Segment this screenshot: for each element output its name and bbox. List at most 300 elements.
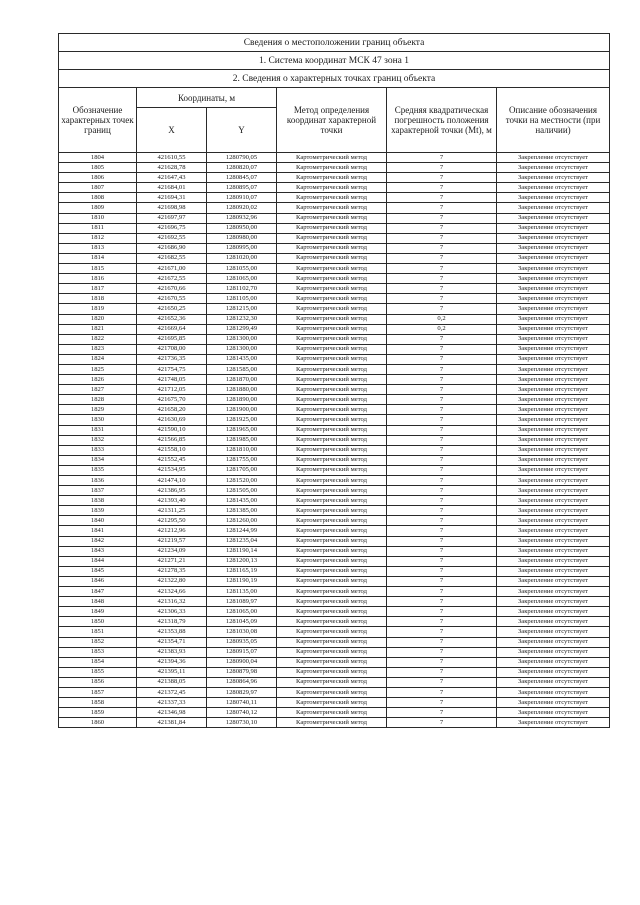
point-number-cell: 1805 <box>59 163 137 173</box>
error-cell: 7 <box>387 587 497 597</box>
method-cell: Картометрический метод <box>277 435 387 445</box>
x-coordinate-cell: 421318,79 <box>137 617 207 627</box>
point-number-cell: 1849 <box>59 607 137 617</box>
x-coordinate-cell: 421686,90 <box>137 243 207 253</box>
x-coordinate-cell: 421337,33 <box>137 698 207 708</box>
table-row <box>59 163 610 173</box>
y-coordinate-cell: 1281385,00 <box>207 506 277 516</box>
table-row <box>59 476 610 486</box>
table-row <box>59 587 610 597</box>
point-number-cell: 1845 <box>59 566 137 576</box>
table-row <box>59 445 610 455</box>
y-coordinate-cell: 1281165,19 <box>207 566 277 576</box>
x-coordinate-cell: 421306,33 <box>137 607 207 617</box>
method-cell: Картометрический метод <box>277 395 387 405</box>
method-cell: Картометрический метод <box>277 203 387 213</box>
table-row <box>59 617 610 627</box>
x-coordinate-cell: 421381,84 <box>137 718 207 728</box>
description-cell: Закрепление отсутствует <box>497 566 610 576</box>
x-coordinate-cell: 421684,01 <box>137 183 207 193</box>
point-number-cell: 1838 <box>59 496 137 506</box>
y-coordinate-cell: 1281030,08 <box>207 627 277 637</box>
description-cell: Закрепление отсутствует <box>497 647 610 657</box>
description-cell: Закрепление отсутствует <box>497 506 610 516</box>
point-number-cell: 1856 <box>59 677 137 687</box>
point-number-cell: 1850 <box>59 617 137 627</box>
method-cell: Картометрический метод <box>277 637 387 647</box>
error-cell: 7 <box>387 385 497 395</box>
description-cell: Закрепление отсутствует <box>497 395 610 405</box>
x-coordinate-cell: 421324,66 <box>137 587 207 597</box>
table-row <box>59 576 610 586</box>
method-cell: Картометрический метод <box>277 708 387 718</box>
error-cell: 7 <box>387 617 497 627</box>
method-cell: Картометрический метод <box>277 274 387 284</box>
description-cell: Закрепление отсутствует <box>497 344 610 354</box>
error-cell: 7 <box>387 566 497 576</box>
description-cell: Закрепление отсутствует <box>497 576 610 586</box>
point-number-cell: 1859 <box>59 708 137 718</box>
x-coordinate-cell: 421322,80 <box>137 576 207 586</box>
description-cell: Закрепление отсутствует <box>497 213 610 223</box>
point-number-cell: 1819 <box>59 304 137 314</box>
method-cell: Картометрический метод <box>277 233 387 243</box>
point-number-cell: 1827 <box>59 385 137 395</box>
method-cell: Картометрический метод <box>277 375 387 385</box>
y-coordinate-cell: 1281260,00 <box>207 516 277 526</box>
y-coordinate-cell: 1280920,02 <box>207 203 277 213</box>
x-coordinate-cell: 421658,20 <box>137 405 207 415</box>
error-cell: 7 <box>387 364 497 374</box>
method-cell: Картометрический метод <box>277 455 387 465</box>
error-cell: 7 <box>387 153 497 163</box>
table-row <box>59 354 610 364</box>
y-coordinate-cell: 1281890,00 <box>207 395 277 405</box>
table-row <box>59 496 610 506</box>
error-cell: 7 <box>387 203 497 213</box>
error-cell: 7 <box>387 223 497 233</box>
method-cell: Картометрический метод <box>277 607 387 617</box>
method-cell: Картометрический метод <box>277 667 387 677</box>
x-coordinate-cell: 421698,98 <box>137 203 207 213</box>
table-row <box>59 708 610 718</box>
table-row <box>59 637 610 647</box>
description-cell: Закрепление отсутствует <box>497 364 610 374</box>
table-row <box>59 597 610 607</box>
table-row <box>59 274 610 284</box>
point-number-cell: 1847 <box>59 587 137 597</box>
y-coordinate-cell: 1281300,00 <box>207 334 277 344</box>
x-coordinate-cell: 421354,71 <box>137 637 207 647</box>
y-coordinate-cell: 1281065,00 <box>207 607 277 617</box>
x-coordinate-cell: 421278,35 <box>137 566 207 576</box>
method-cell: Картометрический метод <box>277 597 387 607</box>
x-coordinate-cell: 421558,10 <box>137 445 207 455</box>
error-cell: 7 <box>387 516 497 526</box>
table-row <box>59 506 610 516</box>
point-number-cell: 1828 <box>59 395 137 405</box>
error-cell: 7 <box>387 334 497 344</box>
x-coordinate-cell: 421682,55 <box>137 253 207 263</box>
method-cell: Картометрический метод <box>277 506 387 516</box>
point-number-cell: 1815 <box>59 264 137 274</box>
boundary-points-table <box>58 33 610 728</box>
description-cell: Закрепление отсутствует <box>497 465 610 475</box>
error-cell: 7 <box>387 597 497 607</box>
y-coordinate-cell: 1280932,96 <box>207 213 277 223</box>
point-number-cell: 1806 <box>59 173 137 183</box>
description-cell: Закрепление отсутствует <box>497 405 610 415</box>
method-cell: Картометрический метод <box>277 385 387 395</box>
description-cell: Закрепление отсутствует <box>497 667 610 677</box>
description-cell: Закрепление отсутствует <box>497 516 610 526</box>
description-cell: Закрепление отсутствует <box>497 455 610 465</box>
error-cell: 7 <box>387 556 497 566</box>
y-coordinate-cell: 1280829,97 <box>207 687 277 697</box>
description-cell: Закрепление отсутствует <box>497 536 610 546</box>
point-number-cell: 1824 <box>59 354 137 364</box>
description-cell: Закрепление отсутствует <box>497 375 610 385</box>
table-row <box>59 677 610 687</box>
point-number-cell: 1831 <box>59 425 137 435</box>
description-cell: Закрепление отсутствует <box>497 415 610 425</box>
description-cell: Закрепление отсутствует <box>497 597 610 607</box>
method-cell: Картометрический метод <box>277 183 387 193</box>
method-cell: Картометрический метод <box>277 173 387 183</box>
table-row <box>59 647 610 657</box>
table-row <box>59 253 610 263</box>
y-coordinate-cell: 1281200,13 <box>207 556 277 566</box>
x-coordinate-cell: 421692,55 <box>137 233 207 243</box>
method-cell: Картометрический метод <box>277 405 387 415</box>
error-cell: 0,2 <box>387 314 497 324</box>
x-coordinate-cell: 421271,21 <box>137 556 207 566</box>
method-cell: Картометрический метод <box>277 687 387 697</box>
point-number-cell: 1837 <box>59 486 137 496</box>
method-cell: Картометрический метод <box>277 153 387 163</box>
method-cell: Картометрический метод <box>277 587 387 597</box>
method-cell: Картометрический метод <box>277 253 387 263</box>
error-cell: 7 <box>387 687 497 697</box>
method-cell: Картометрический метод <box>277 566 387 576</box>
description-cell: Закрепление отсутствует <box>497 324 610 334</box>
error-cell: 7 <box>387 465 497 475</box>
error-cell: 7 <box>387 698 497 708</box>
x-coordinate-cell: 421628,78 <box>137 163 207 173</box>
description-cell: Закрепление отсутствует <box>497 496 610 506</box>
x-coordinate-cell: 421219,57 <box>137 536 207 546</box>
description-cell: Закрепление отсутствует <box>497 274 610 284</box>
method-cell: Картометрический метод <box>277 163 387 173</box>
method-cell: Картометрический метод <box>277 576 387 586</box>
point-number-cell: 1852 <box>59 637 137 647</box>
method-cell: Картометрический метод <box>277 294 387 304</box>
y-coordinate-cell: 1281065,00 <box>207 274 277 284</box>
x-coordinate-cell: 421386,95 <box>137 486 207 496</box>
table-row <box>59 415 610 425</box>
x-coordinate-cell: 421652,36 <box>137 314 207 324</box>
error-cell: 7 <box>387 445 497 455</box>
table-row <box>59 375 610 385</box>
y-coordinate-cell: 1281985,00 <box>207 435 277 445</box>
table-row <box>59 284 610 294</box>
error-cell: 7 <box>387 405 497 415</box>
y-coordinate-cell: 1281244,99 <box>207 526 277 536</box>
table-row <box>59 566 610 576</box>
table-row <box>59 698 610 708</box>
description-cell: Закрепление отсутствует <box>497 546 610 556</box>
method-cell: Картометрический метод <box>277 344 387 354</box>
point-number-cell: 1822 <box>59 334 137 344</box>
table-row <box>59 324 610 334</box>
y-coordinate-cell: 1281105,00 <box>207 294 277 304</box>
description-cell: Закрепление отсутствует <box>497 556 610 566</box>
x-coordinate-cell: 421675,70 <box>137 395 207 405</box>
point-number-cell: 1808 <box>59 193 137 203</box>
description-cell: Закрепление отсутствует <box>497 425 610 435</box>
table-row <box>59 243 610 253</box>
header-coordinates: Координаты, м <box>137 88 277 108</box>
point-number-cell: 1851 <box>59 627 137 637</box>
table-row <box>59 486 610 496</box>
error-cell: 7 <box>387 375 497 385</box>
description-cell: Закрепление отсутствует <box>497 203 610 213</box>
method-cell: Картометрический метод <box>277 193 387 203</box>
y-coordinate-cell: 1280864,96 <box>207 677 277 687</box>
point-number-cell: 1848 <box>59 597 137 607</box>
method-cell: Картометрический метод <box>277 445 387 455</box>
error-cell: 7 <box>387 718 497 728</box>
method-cell: Картометрический метод <box>277 243 387 253</box>
description-cell: Закрепление отсутствует <box>497 253 610 263</box>
description-cell: Закрепление отсутствует <box>497 264 610 274</box>
point-number-cell: 1836 <box>59 476 137 486</box>
x-coordinate-cell: 421697,97 <box>137 213 207 223</box>
method-cell: Картометрический метод <box>277 526 387 536</box>
method-cell: Картометрический метод <box>277 465 387 475</box>
y-coordinate-cell: 1281235,04 <box>207 536 277 546</box>
table-row <box>59 546 610 556</box>
section-title: 2. Сведения о характерных точках границ объекта <box>59 70 610 88</box>
error-cell: 7 <box>387 536 497 546</box>
x-coordinate-cell: 421694,31 <box>137 193 207 203</box>
error-cell: 7 <box>387 677 497 687</box>
y-coordinate-cell: 1281520,00 <box>207 476 277 486</box>
description-cell: Закрепление отсутствует <box>497 445 610 455</box>
table-row <box>59 153 610 163</box>
description-cell: Закрепление отсутствует <box>497 657 610 667</box>
description-cell: Закрепление отсутствует <box>497 334 610 344</box>
description-cell: Закрепление отсутствует <box>497 173 610 183</box>
x-coordinate-cell: 421630,69 <box>137 415 207 425</box>
x-coordinate-cell: 421346,98 <box>137 708 207 718</box>
method-cell: Картометрический метод <box>277 546 387 556</box>
x-coordinate-cell: 421316,32 <box>137 597 207 607</box>
point-number-cell: 1829 <box>59 405 137 415</box>
table-row <box>59 183 610 193</box>
y-coordinate-cell: 1280730,10 <box>207 718 277 728</box>
x-coordinate-cell: 421736,35 <box>137 354 207 364</box>
y-coordinate-cell: 1280895,07 <box>207 183 277 193</box>
error-cell: 7 <box>387 657 497 667</box>
error-cell: 7 <box>387 294 497 304</box>
y-coordinate-cell: 1281045,09 <box>207 617 277 627</box>
y-coordinate-cell: 1281299,49 <box>207 324 277 334</box>
y-coordinate-cell: 1281102,70 <box>207 284 277 294</box>
description-cell: Закрепление отсутствует <box>497 627 610 637</box>
error-cell: 7 <box>387 253 497 263</box>
point-number-cell: 1844 <box>59 556 137 566</box>
description-cell: Закрепление отсутствует <box>497 193 610 203</box>
y-coordinate-cell: 1280790,05 <box>207 153 277 163</box>
method-cell: Картометрический метод <box>277 677 387 687</box>
table-row <box>59 516 610 526</box>
method-cell: Картометрический метод <box>277 425 387 435</box>
point-number-cell: 1833 <box>59 445 137 455</box>
y-coordinate-cell: 1281089,97 <box>207 597 277 607</box>
point-number-cell: 1839 <box>59 506 137 516</box>
table-row <box>59 385 610 395</box>
description-cell: Закрепление отсутствует <box>497 677 610 687</box>
x-coordinate-cell: 421383,93 <box>137 647 207 657</box>
y-coordinate-cell: 1280845,07 <box>207 173 277 183</box>
error-cell: 7 <box>387 173 497 183</box>
description-cell: Закрепление отсутствует <box>497 153 610 163</box>
table-row <box>59 536 610 546</box>
y-coordinate-cell: 1280995,00 <box>207 243 277 253</box>
x-coordinate-cell: 421552,45 <box>137 455 207 465</box>
point-number-cell: 1804 <box>59 153 137 163</box>
point-number-cell: 1835 <box>59 465 137 475</box>
point-number-cell: 1855 <box>59 667 137 677</box>
table-row <box>59 405 610 415</box>
method-cell: Картометрический метод <box>277 314 387 324</box>
error-cell: 7 <box>387 274 497 284</box>
y-coordinate-cell: 1281020,00 <box>207 253 277 263</box>
point-number-cell: 1826 <box>59 375 137 385</box>
error-cell: 7 <box>387 607 497 617</box>
point-number-cell: 1818 <box>59 294 137 304</box>
x-coordinate-cell: 421696,75 <box>137 223 207 233</box>
method-cell: Картометрический метод <box>277 223 387 233</box>
method-cell: Картометрический метод <box>277 496 387 506</box>
error-cell: 7 <box>387 344 497 354</box>
method-cell: Картометрический метод <box>277 284 387 294</box>
point-number-cell: 1853 <box>59 647 137 657</box>
point-number-cell: 1823 <box>59 344 137 354</box>
x-coordinate-cell: 421212,96 <box>137 526 207 536</box>
table-row <box>59 657 610 667</box>
description-cell: Закрепление отсутствует <box>497 314 610 324</box>
point-number-cell: 1841 <box>59 526 137 536</box>
table-row <box>59 455 610 465</box>
y-coordinate-cell: 1281900,00 <box>207 405 277 415</box>
description-cell: Закрепление отсутствует <box>497 698 610 708</box>
y-coordinate-cell: 1280740,12 <box>207 708 277 718</box>
table-row <box>59 465 610 475</box>
point-number-cell: 1813 <box>59 243 137 253</box>
x-coordinate-cell: 421566,85 <box>137 435 207 445</box>
error-cell: 0,2 <box>387 324 497 334</box>
method-cell: Картометрический метод <box>277 334 387 344</box>
header-x: X <box>137 108 207 153</box>
description-cell: Закрепление отсутствует <box>497 233 610 243</box>
y-coordinate-cell: 1280980,00 <box>207 233 277 243</box>
x-coordinate-cell: 421610,55 <box>137 153 207 163</box>
description-cell: Закрепление отсутствует <box>497 687 610 697</box>
description-cell: Закрепление отсутствует <box>497 708 610 718</box>
method-cell: Картометрический метод <box>277 617 387 627</box>
error-cell: 7 <box>387 264 497 274</box>
header-y: Y <box>207 108 277 153</box>
y-coordinate-cell: 1281880,00 <box>207 385 277 395</box>
x-coordinate-cell: 421311,25 <box>137 506 207 516</box>
error-cell: 7 <box>387 435 497 445</box>
method-cell: Картометрический метод <box>277 354 387 364</box>
point-number-cell: 1832 <box>59 435 137 445</box>
table-row <box>59 425 610 435</box>
x-coordinate-cell: 421669,64 <box>137 324 207 334</box>
table-row <box>59 526 610 536</box>
method-cell: Картометрический метод <box>277 698 387 708</box>
table-row <box>59 213 610 223</box>
document-title: Сведения о местоположении границ объекта <box>59 34 610 52</box>
point-number-cell: 1854 <box>59 657 137 667</box>
description-cell: Закрепление отсутствует <box>497 284 610 294</box>
error-cell: 7 <box>387 667 497 677</box>
error-cell: 7 <box>387 193 497 203</box>
point-number-cell: 1810 <box>59 213 137 223</box>
description-cell: Закрепление отсутствует <box>497 718 610 728</box>
y-coordinate-cell: 1281925,00 <box>207 415 277 425</box>
point-number-cell: 1843 <box>59 546 137 556</box>
error-cell: 7 <box>387 708 497 718</box>
description-cell: Закрепление отсутствует <box>497 587 610 597</box>
y-coordinate-cell: 1281870,00 <box>207 375 277 385</box>
table-row <box>59 607 610 617</box>
error-cell: 7 <box>387 425 497 435</box>
x-coordinate-cell: 421695,85 <box>137 334 207 344</box>
x-coordinate-cell: 421394,36 <box>137 657 207 667</box>
x-coordinate-cell: 421712,05 <box>137 385 207 395</box>
method-cell: Картометрический метод <box>277 476 387 486</box>
coordinate-system: 1. Система координат МСК 47 зона 1 <box>59 52 610 70</box>
y-coordinate-cell: 1281055,00 <box>207 264 277 274</box>
table-row <box>59 344 610 354</box>
table-row <box>59 718 610 728</box>
y-coordinate-cell: 1280915,07 <box>207 647 277 657</box>
description-cell: Закрепление отсутствует <box>497 243 610 253</box>
table-row <box>59 627 610 637</box>
error-cell: 7 <box>387 354 497 364</box>
error-cell: 7 <box>387 496 497 506</box>
point-number-cell: 1846 <box>59 576 137 586</box>
error-cell: 7 <box>387 486 497 496</box>
y-coordinate-cell: 1281755,00 <box>207 455 277 465</box>
description-cell: Закрепление отсутствует <box>497 183 610 193</box>
error-cell: 7 <box>387 576 497 586</box>
x-coordinate-cell: 421672,55 <box>137 274 207 284</box>
y-coordinate-cell: 1281810,00 <box>207 445 277 455</box>
error-cell: 7 <box>387 627 497 637</box>
x-coordinate-cell: 421650,25 <box>137 304 207 314</box>
error-cell: 7 <box>387 243 497 253</box>
table-row <box>59 294 610 304</box>
point-number-cell: 1858 <box>59 698 137 708</box>
table-row <box>59 395 610 405</box>
point-number-cell: 1857 <box>59 687 137 697</box>
error-cell: 7 <box>387 163 497 173</box>
